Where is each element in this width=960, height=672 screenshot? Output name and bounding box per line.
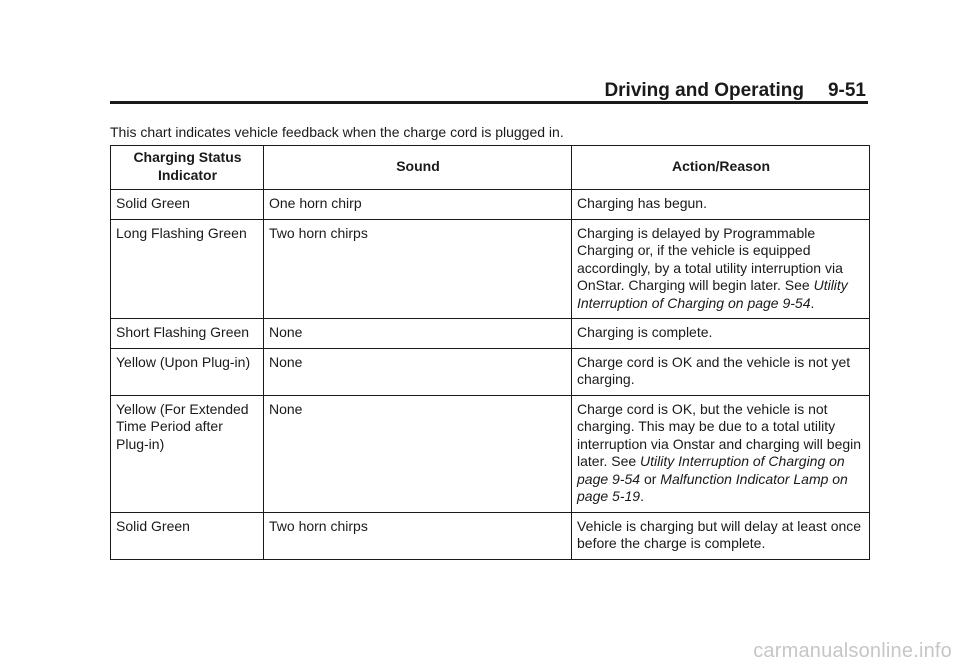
column-header-sound: Sound <box>264 146 572 190</box>
cell-reason <box>572 319 870 349</box>
reason-text: . <box>810 294 815 311</box>
reason-text: Charge cord is OK and the vehicle is not yet charging. <box>577 353 851 387</box>
cell-indicator: Solid Green <box>111 512 264 559</box>
reason-text: Charging is complete. <box>577 324 713 340</box>
charging-status-table <box>110 145 870 560</box>
cell-sound: One horn chirp <box>264 190 572 220</box>
reason-text: Charge cord is OK, but the vehicle is not charging. This may be due to a total utility interruption via Onstar and charging will begin later. See <box>577 400 862 469</box>
table-row <box>111 395 870 512</box>
page-number: 9-51 <box>827 80 866 101</box>
cross-reference: Utility Interruption of Charging on page 9-54 <box>577 453 845 487</box>
table-row <box>111 219 870 319</box>
table-row <box>111 319 870 349</box>
cell-indicator: Yellow (For Extended Time Period after Plug-in) <box>111 395 264 512</box>
cell-reason <box>572 219 870 319</box>
cell-reason <box>572 395 870 512</box>
reason-text: . <box>640 488 644 504</box>
cell-indicator: Yellow (Upon Plug-in) <box>111 348 264 395</box>
cell-indicator: Long Flashing Green <box>111 219 264 319</box>
cross-reference: Utility Interruption of Charging on page 9-54 <box>577 277 848 311</box>
reason-text: Charging has begun. <box>577 195 707 211</box>
reason-text: or <box>640 470 661 487</box>
cell-indicator: Solid Green <box>111 190 264 220</box>
section-title: Driving and Operating <box>604 80 804 101</box>
page-header <box>110 80 866 102</box>
reason-text: Vehicle is charging but will delay at least once before the charge is complete. <box>577 517 862 551</box>
cell-reason <box>572 190 870 220</box>
table-row <box>111 512 870 559</box>
cell-reason <box>572 512 870 559</box>
table-row <box>111 190 870 220</box>
cell-sound: Two horn chirps <box>264 219 572 319</box>
watermark: carmanualsonline.info <box>753 640 952 662</box>
table-row <box>111 348 870 395</box>
table-header-row <box>111 146 870 190</box>
column-header-indicator: Charging Status Indicator <box>111 146 264 190</box>
header-rule <box>110 101 868 104</box>
cell-reason <box>572 348 870 395</box>
cell-sound: Two horn chirps <box>264 512 572 559</box>
reason-text: Charging is delayed by Programmable Charging or, if the vehicle is equipped accordingly, by a total utility interruption via OnStar. Charging will begin later. See <box>577 224 843 293</box>
column-header-reason: Action/Reason <box>572 146 870 190</box>
cell-sound: None <box>264 395 572 512</box>
intro-text: This chart indicates vehicle feedback when the charge cord is plugged in. <box>110 124 564 140</box>
cell-sound: None <box>264 319 572 349</box>
cross-reference: Malfunction Indicator Lamp on page 5-19 <box>577 470 848 504</box>
cell-indicator: Short Flashing Green <box>111 319 264 349</box>
cell-sound: None <box>264 348 572 395</box>
